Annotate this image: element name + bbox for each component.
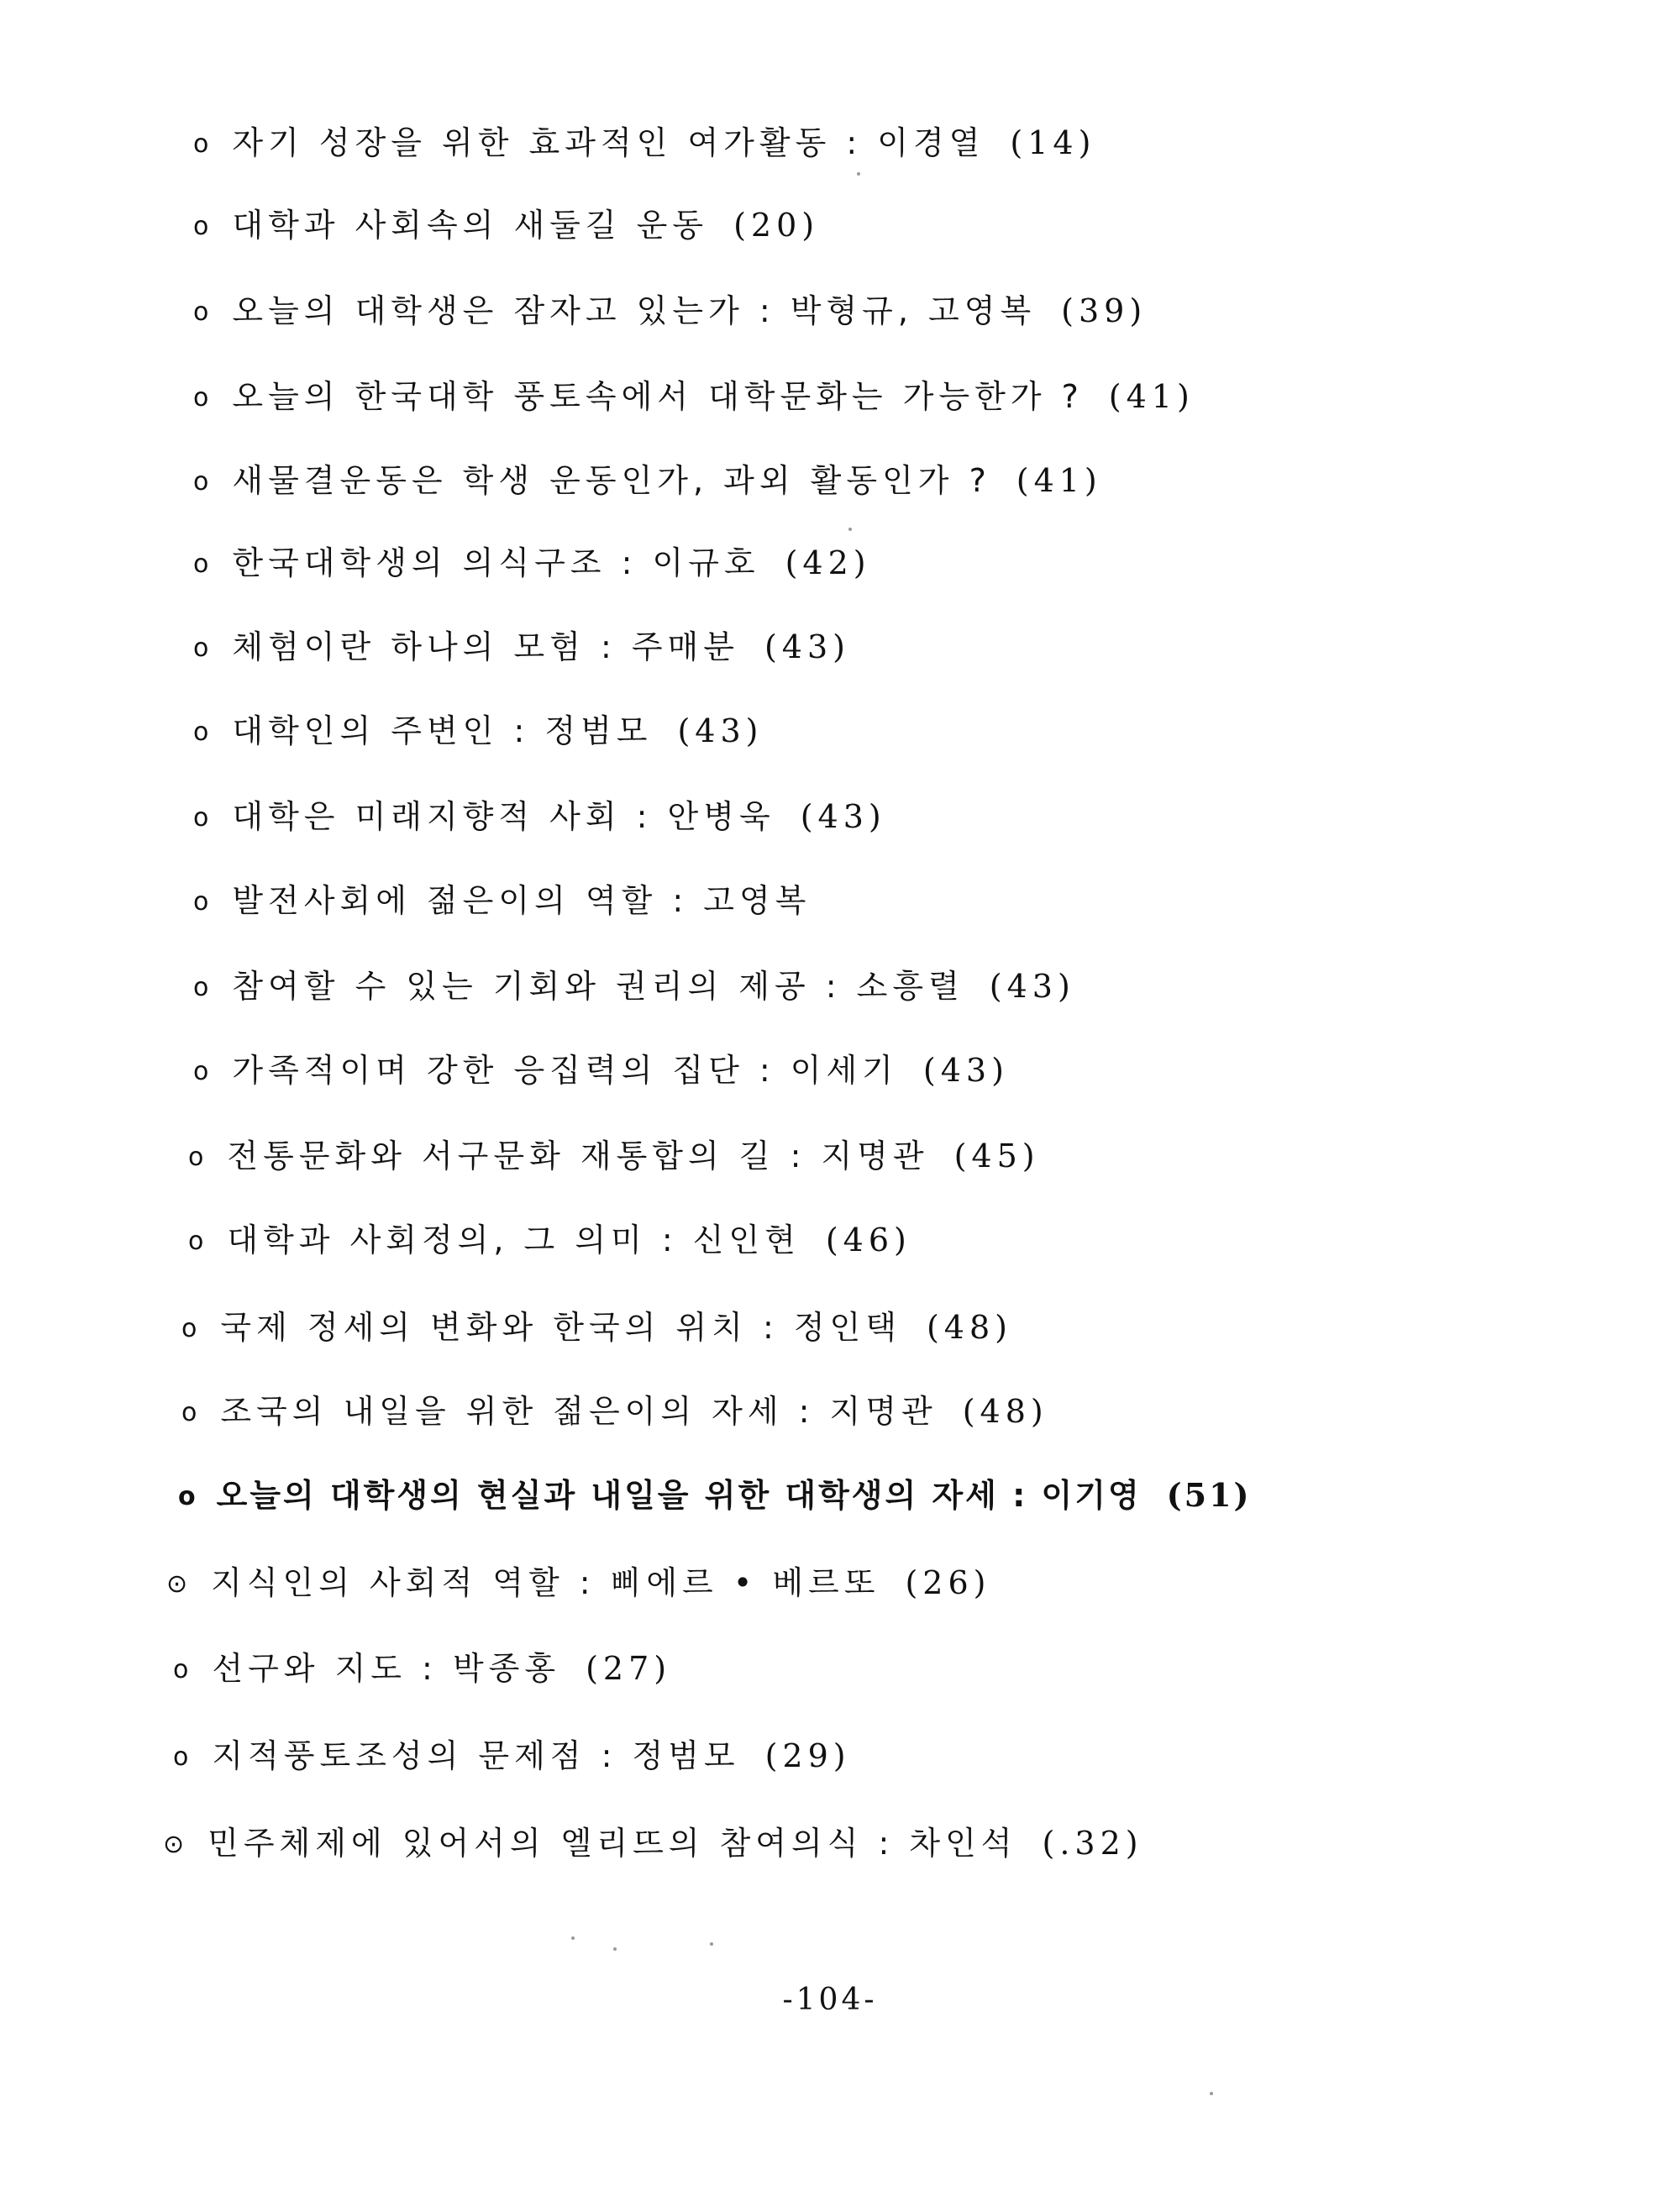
list-item	[193, 460, 1102, 502]
list-item	[163, 1823, 1143, 1865]
entry-title: 대학인의 주변인 : 정범모	[232, 712, 653, 749]
entry-title: 오늘의 한국대학 풍토속에서 대학문화는 가능한가 ?	[232, 378, 1084, 415]
list-item	[193, 543, 871, 585]
entry-page-ref: (43)	[922, 1052, 1009, 1089]
bullet-marker: o	[193, 633, 214, 663]
entry-page-ref: (39)	[1061, 292, 1148, 329]
bullet-marker: o	[178, 1482, 198, 1511]
list-item	[193, 711, 764, 753]
entry-page-ref: (29)	[764, 1737, 851, 1774]
entry-title: 선구와 지도 : 박종홍	[212, 1650, 561, 1687]
entry-page-ref: (48)	[962, 1393, 1048, 1430]
entry-page-ref: (43)	[800, 798, 886, 835]
entry-title: 새물결운동은 학생 운동인가, 과외 활동인가 ?	[232, 462, 991, 499]
entry-page-ref: (43)	[677, 712, 764, 749]
bullet-marker: o	[193, 549, 214, 579]
entry-page-ref: (27)	[586, 1650, 672, 1687]
entry-title: 전통문화와 서구문화 재통합의 길 : 지명관	[227, 1138, 929, 1174]
entry-title: 대학과 사회정의, 그 의미 : 신인현	[227, 1222, 801, 1258]
entry-page-ref: (20)	[733, 207, 820, 244]
list-item	[173, 1648, 671, 1690]
page-number: -104-	[782, 1983, 878, 2017]
entry-title: 자기 성장을 위한 효과적인 여가활동 : 이경열	[232, 124, 985, 161]
entry-title: 국제 정세의 변화와 한국의 위치 : 정인택	[220, 1309, 901, 1346]
entry-title: 발전사회에 젊은이의 역할 : 고영복	[232, 882, 812, 919]
list-item	[193, 627, 850, 669]
list-item	[193, 880, 836, 922]
bullet-marker: o	[188, 1227, 209, 1256]
list-item	[193, 123, 1095, 165]
list-item	[193, 376, 1195, 418]
entry-page-ref: (51)	[1166, 1476, 1252, 1514]
list-item	[181, 1307, 1012, 1349]
entry-title: 체험이란 하나의 모험 : 주매분	[232, 628, 739, 665]
entry-title: 지식인의 사회적 역할 : 삐에르 • 베르또	[211, 1564, 880, 1601]
bullet-marker: ⊙	[163, 1830, 190, 1859]
bullet-marker: o	[181, 1398, 202, 1427]
entry-title: 오늘의 대학생의 현실과 내일을 위한 대학생의 자세 : 이기영	[216, 1477, 1142, 1514]
entry-title: 가족적이며 강한 응집력의 집단 : 이세기	[232, 1052, 898, 1089]
entry-page-ref: (48)	[926, 1309, 1012, 1346]
entry-title: 대학과 사회속의 새둘길 운동	[232, 207, 709, 244]
entry-page-ref: (43)	[989, 968, 1075, 1005]
entry-title: 오늘의 대학생은 잠자고 있는가 : 박형규, 고영복	[232, 292, 1037, 329]
scan-speck	[857, 172, 860, 176]
list-item	[181, 1391, 1048, 1433]
entry-page-ref: (43)	[764, 628, 850, 665]
entry-page-ref: (.32)	[1042, 1825, 1143, 1862]
entry-page-ref: (46)	[825, 1222, 911, 1258]
list-item	[193, 966, 1075, 1008]
bullet-marker: o	[193, 1057, 214, 1086]
bullet-marker: o	[193, 973, 214, 1002]
list-item	[178, 1475, 1252, 1517]
scan-speck	[848, 528, 852, 531]
list-item	[193, 205, 819, 247]
bullet-marker: o	[193, 803, 214, 833]
bullet-marker: o	[173, 1742, 194, 1772]
bullet-marker: o	[193, 383, 214, 412]
entry-page-ref: (42)	[785, 544, 871, 581]
bullet-marker: o	[193, 129, 214, 159]
scan-speck	[710, 1942, 713, 1946]
entry-page-ref: (26)	[905, 1564, 991, 1601]
entry-title: 지적풍토조성의 문제점 : 정범모	[212, 1737, 740, 1774]
bullet-marker: o	[193, 717, 214, 747]
scan-speck	[613, 1947, 617, 1951]
bullet-marker: o	[173, 1655, 194, 1684]
entry-page-ref: (41)	[1016, 462, 1102, 499]
bullet-marker: ⊙	[166, 1569, 193, 1599]
scan-speck	[571, 1936, 575, 1940]
bullet-marker: o	[188, 1143, 209, 1172]
entry-title: 한국대학생의 의식구조 : 이규호	[232, 544, 760, 581]
entry-page-ref: (14)	[1010, 124, 1096, 161]
entry-title: 조국의 내일을 위한 젊은이의 자세 : 지명관	[220, 1393, 938, 1430]
bullet-marker: o	[193, 467, 214, 497]
list-item	[188, 1220, 911, 1262]
scan-speck	[1210, 2092, 1213, 2095]
list-item	[193, 291, 1147, 333]
entry-page-ref: (41)	[1108, 378, 1195, 415]
bullet-marker: o	[193, 212, 214, 241]
list-item	[188, 1136, 1040, 1178]
entry-title: 대학은 미래지향적 사회 : 안병욱	[232, 798, 775, 835]
list-item	[166, 1563, 990, 1605]
bullet-marker: o	[181, 1314, 202, 1343]
list-item	[193, 1050, 1009, 1092]
bullet-marker: o	[193, 887, 214, 917]
entry-title: 민주체제에 있어서의 엘리뜨의 참여의식 : 차인석	[208, 1825, 1017, 1862]
entry-title: 참여할 수 있는 기회와 권리의 제공 : 소흥렬	[232, 968, 964, 1005]
bullet-marker: o	[193, 297, 214, 327]
entry-page-ref: (45)	[953, 1138, 1040, 1174]
list-item	[173, 1736, 851, 1778]
list-item	[193, 796, 886, 838]
